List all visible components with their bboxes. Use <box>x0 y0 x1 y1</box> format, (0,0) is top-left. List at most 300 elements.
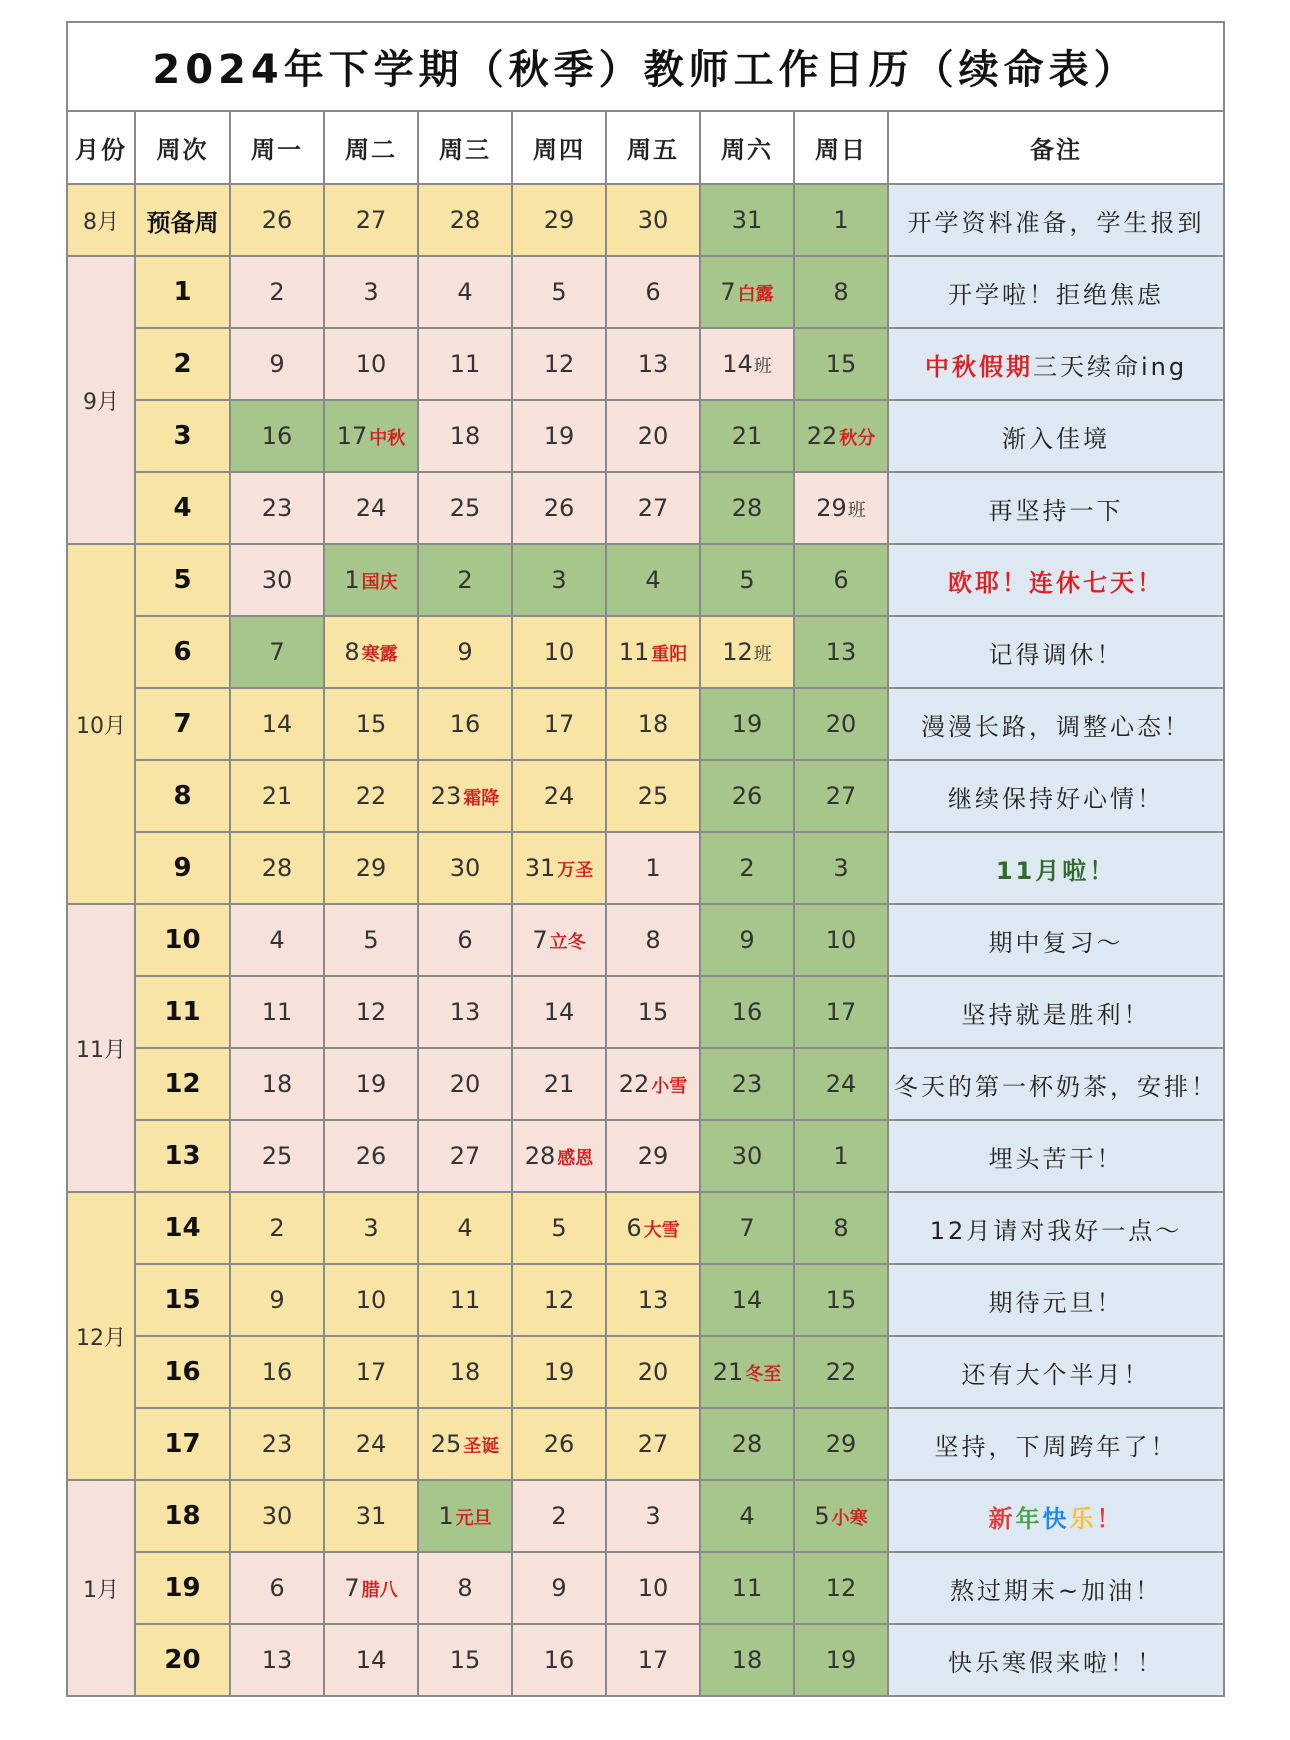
day-cell <box>700 1336 794 1408</box>
day-cell <box>794 1264 888 1336</box>
day-number: 16 <box>731 998 763 1026</box>
week-row <box>67 400 1224 472</box>
day-cell <box>700 1624 794 1696</box>
week-row <box>67 904 1224 976</box>
note-cell: 快乐寒假来啦！！ <box>888 1624 1224 1696</box>
holiday-label: 元旦 <box>455 1508 492 1529</box>
day-number: 19 <box>731 710 763 738</box>
day-number: 4 <box>457 1214 473 1242</box>
day-number: 26 <box>543 494 575 522</box>
day-cell <box>700 832 794 904</box>
month-cell: 1月 <box>67 1480 135 1696</box>
holiday-label: 小寒 <box>831 1508 868 1529</box>
week-row <box>67 1552 1224 1624</box>
teacher-calendar-table <box>66 21 1225 1697</box>
day-number: 28 <box>261 854 293 882</box>
month-header: 月份 <box>67 111 135 184</box>
day-cell <box>512 544 606 616</box>
day-number: 18 <box>637 710 669 738</box>
day-cell <box>324 544 418 616</box>
day-number: 9 <box>269 1286 285 1314</box>
day-cell <box>512 1408 606 1480</box>
day-number: 24 <box>543 782 575 810</box>
day-number: 11 <box>618 638 650 666</box>
day-cell <box>324 1408 418 1480</box>
day-number: 12 <box>355 998 387 1026</box>
day-cell <box>794 616 888 688</box>
day-number: 12 <box>722 638 753 666</box>
day-cell <box>606 184 700 256</box>
week-row <box>67 1120 1224 1192</box>
day-number: 16 <box>449 710 481 738</box>
day-number: 20 <box>825 710 857 738</box>
day-cell <box>794 688 888 760</box>
day-number: 22 <box>806 422 838 450</box>
makeup-workday-label: 班 <box>753 644 772 665</box>
day-number: 23 <box>261 1430 293 1458</box>
day-cell <box>418 184 512 256</box>
day-number: 9 <box>551 1574 567 1602</box>
day-cell <box>324 760 418 832</box>
day-number: 19 <box>355 1070 387 1098</box>
day-number: 15 <box>825 1286 857 1314</box>
month-cell: 10月 <box>67 544 135 904</box>
day-cell <box>324 832 418 904</box>
day-number: 11 <box>261 998 293 1026</box>
day-number: 21 <box>543 1070 575 1098</box>
day-number: 31 <box>355 1502 387 1530</box>
day-cell <box>230 1480 324 1552</box>
holiday-label: 大雪 <box>643 1220 680 1241</box>
day-number: 28 <box>731 494 763 522</box>
day-number: 28 <box>524 1142 556 1170</box>
day-number: 24 <box>355 1430 387 1458</box>
note-cell: 熬过期末~加油！ <box>888 1552 1224 1624</box>
day-number: 1 <box>344 566 360 594</box>
day-number: 29 <box>637 1142 669 1170</box>
day-cell <box>324 1480 418 1552</box>
day-cell <box>230 1264 324 1336</box>
day-number: 16 <box>261 422 293 450</box>
day-number: 19 <box>825 1646 857 1674</box>
day-number: 30 <box>637 206 669 234</box>
week-row <box>67 1264 1224 1336</box>
week-number: 预备周 <box>135 184 230 256</box>
week-row <box>67 976 1224 1048</box>
holiday-label: 霜降 <box>463 788 500 809</box>
day-cell <box>606 1552 700 1624</box>
day-number: 19 <box>543 1358 575 1386</box>
day-number: 12 <box>543 350 575 378</box>
week-header: 周次 <box>135 111 230 184</box>
day-number: 16 <box>261 1358 293 1386</box>
day-cell <box>512 1552 606 1624</box>
day-number: 8 <box>645 926 661 954</box>
week-number: 9 <box>135 832 230 904</box>
day-cell <box>606 1192 700 1264</box>
day-number: 2 <box>269 278 285 306</box>
day-cell <box>700 1552 794 1624</box>
day-number: 4 <box>645 566 661 594</box>
day-cell <box>230 328 324 400</box>
holiday-label: 重阳 <box>651 644 688 665</box>
day-number: 6 <box>626 1214 642 1242</box>
day-cell <box>794 760 888 832</box>
day-number: 17 <box>336 422 368 450</box>
day-cell <box>230 256 324 328</box>
day-cell <box>512 1624 606 1696</box>
day-cell <box>230 1552 324 1624</box>
day-number: 28 <box>731 1430 763 1458</box>
day-number: 3 <box>363 1214 379 1242</box>
day-number: 20 <box>449 1070 481 1098</box>
day-cell <box>606 1408 700 1480</box>
day-cell <box>794 904 888 976</box>
day-number: 1 <box>833 1142 849 1170</box>
note-cell: 开学资料准备，学生报到 <box>888 184 1224 256</box>
week-row <box>67 688 1224 760</box>
day-cell <box>700 904 794 976</box>
day-cell <box>794 184 888 256</box>
day-cell <box>324 976 418 1048</box>
note-cell <box>888 328 1224 400</box>
day-cell <box>324 1336 418 1408</box>
day-cell <box>230 1408 324 1480</box>
day-number: 18 <box>449 1358 481 1386</box>
day-number: 3 <box>363 278 379 306</box>
holiday-label: 感恩 <box>557 1148 594 1169</box>
day-number: 5 <box>551 278 567 306</box>
day-number: 19 <box>543 422 575 450</box>
day-number: 1 <box>438 1502 454 1530</box>
note-cell: 再坚持一下 <box>888 472 1224 544</box>
note-rainbow-char: 年 <box>1015 1504 1043 1533</box>
day-cell <box>606 832 700 904</box>
note-highlight: 中秋假期 <box>924 352 1033 381</box>
note-cell: 欧耶！连休七天！ <box>888 544 1224 616</box>
day-cell <box>700 472 794 544</box>
day-cell <box>606 904 700 976</box>
note-cell <box>888 1480 1224 1552</box>
note-cell: 记得调休！ <box>888 616 1224 688</box>
week-number: 10 <box>135 904 230 976</box>
day-cell <box>324 1264 418 1336</box>
day-cell <box>230 1336 324 1408</box>
week-row <box>67 616 1224 688</box>
day-cell <box>700 544 794 616</box>
day-cell <box>324 616 418 688</box>
note-cell: 还有大个半月！ <box>888 1336 1224 1408</box>
day-number: 5 <box>814 1502 830 1530</box>
day-number: 13 <box>637 1286 669 1314</box>
day-cell <box>512 1480 606 1552</box>
day-number: 26 <box>731 782 763 810</box>
note-rainbow-char: ！ <box>1096 1504 1124 1533</box>
day-number: 24 <box>355 494 387 522</box>
day-number: 7 <box>720 278 736 306</box>
day-cell <box>324 328 418 400</box>
day-cell <box>794 544 888 616</box>
day-number: 5 <box>739 566 755 594</box>
day-number: 13 <box>637 350 669 378</box>
day-number: 10 <box>355 350 387 378</box>
day-number: 8 <box>833 1214 849 1242</box>
holiday-label: 寒露 <box>361 644 398 665</box>
day-number: 4 <box>269 926 285 954</box>
day-cell <box>418 256 512 328</box>
day-number: 15 <box>449 1646 481 1674</box>
day-cell <box>606 328 700 400</box>
day-cell <box>512 616 606 688</box>
day-number: 27 <box>449 1142 481 1170</box>
day-number: 23 <box>731 1070 763 1098</box>
day-number: 18 <box>731 1646 763 1674</box>
day-cell <box>418 1048 512 1120</box>
day-number: 15 <box>637 998 669 1026</box>
day-cell <box>230 760 324 832</box>
holiday-label: 秋分 <box>839 428 876 449</box>
week-number: 3 <box>135 400 230 472</box>
day-cell <box>794 1192 888 1264</box>
day-cell <box>794 328 888 400</box>
day-number: 22 <box>355 782 387 810</box>
day-cell <box>794 400 888 472</box>
day-number: 20 <box>637 422 669 450</box>
day-cell <box>700 256 794 328</box>
day-number: 6 <box>645 278 661 306</box>
day-number: 24 <box>825 1070 857 1098</box>
day-cell <box>418 1552 512 1624</box>
day-cell <box>230 1624 324 1696</box>
note-rainbow-char: 快 <box>1042 1504 1070 1533</box>
day-cell <box>512 1264 606 1336</box>
day-cell <box>324 1120 418 1192</box>
day-cell <box>700 1264 794 1336</box>
day-number: 10 <box>825 926 857 954</box>
holiday-label: 腊八 <box>361 1580 398 1601</box>
day-number: 27 <box>355 206 387 234</box>
note-cell: 开学啦！拒绝焦虑 <box>888 256 1224 328</box>
week-number: 14 <box>135 1192 230 1264</box>
makeup-workday-label: 班 <box>847 500 866 521</box>
day-cell <box>512 184 606 256</box>
week-row <box>67 256 1224 328</box>
day-number: 6 <box>269 1574 285 1602</box>
day-cell <box>324 400 418 472</box>
day-number: 7 <box>344 1574 360 1602</box>
day-number: 3 <box>833 854 849 882</box>
note-rainbow-char: 新 <box>988 1504 1016 1533</box>
week-row <box>67 1480 1224 1552</box>
week-number: 13 <box>135 1120 230 1192</box>
header-row <box>67 111 1224 184</box>
day-number: 30 <box>261 566 293 594</box>
day-number: 11 <box>449 350 481 378</box>
day-cell <box>700 1048 794 1120</box>
day-number: 21 <box>712 1358 744 1386</box>
note-cell: 渐入佳境 <box>888 400 1224 472</box>
day-number: 25 <box>430 1430 462 1458</box>
day-cell <box>512 1336 606 1408</box>
day-cell <box>700 1408 794 1480</box>
holiday-label: 中秋 <box>369 428 406 449</box>
week-row <box>67 472 1224 544</box>
day-number: 27 <box>825 782 857 810</box>
day-number: 4 <box>739 1502 755 1530</box>
day-cell <box>700 328 794 400</box>
day-number: 8 <box>344 638 360 666</box>
day-cell <box>418 904 512 976</box>
week-number: 18 <box>135 1480 230 1552</box>
day-number: 10 <box>355 1286 387 1314</box>
day-cell <box>794 1552 888 1624</box>
holiday-label: 国庆 <box>361 572 398 593</box>
day-cell <box>794 1048 888 1120</box>
week-number: 7 <box>135 688 230 760</box>
day-cell <box>418 472 512 544</box>
note-cell: 坚持就是胜利！ <box>888 976 1224 1048</box>
sunday-header: 周日 <box>794 111 888 184</box>
day-number: 18 <box>261 1070 293 1098</box>
note-cell: 埋头苦干！ <box>888 1120 1224 1192</box>
day-number: 20 <box>637 1358 669 1386</box>
day-number: 8 <box>833 278 849 306</box>
day-number: 9 <box>457 638 473 666</box>
note-cell: 11月啦！ <box>888 832 1224 904</box>
note-cell: 坚持，下周跨年了！ <box>888 1408 1224 1480</box>
wednesday-header: 周三 <box>418 111 512 184</box>
day-number: 5 <box>551 1214 567 1242</box>
day-cell <box>418 1264 512 1336</box>
tuesday-header: 周二 <box>324 111 418 184</box>
day-number: 17 <box>825 998 857 1026</box>
day-cell <box>512 760 606 832</box>
day-cell <box>512 1120 606 1192</box>
thursday-header: 周四 <box>512 111 606 184</box>
day-cell <box>418 1192 512 1264</box>
day-number: 27 <box>637 1430 669 1458</box>
day-cell <box>794 1120 888 1192</box>
day-cell <box>418 976 512 1048</box>
day-cell <box>700 760 794 832</box>
note-cell: 期中复习～ <box>888 904 1224 976</box>
day-number: 2 <box>739 854 755 882</box>
day-cell <box>230 1192 324 1264</box>
day-cell <box>700 1480 794 1552</box>
day-cell <box>512 1192 606 1264</box>
holiday-label: 圣诞 <box>463 1436 500 1457</box>
week-number: 19 <box>135 1552 230 1624</box>
week-row <box>67 328 1224 400</box>
day-cell <box>700 1120 794 1192</box>
day-cell <box>418 1480 512 1552</box>
day-number: 6 <box>457 926 473 954</box>
day-number: 22 <box>618 1070 650 1098</box>
week-row <box>67 760 1224 832</box>
day-cell <box>418 1120 512 1192</box>
day-cell <box>512 976 606 1048</box>
day-cell <box>700 616 794 688</box>
week-row <box>67 184 1224 256</box>
day-number: 17 <box>543 710 575 738</box>
day-number: 15 <box>825 350 857 378</box>
day-number: 13 <box>449 998 481 1026</box>
day-cell <box>418 1624 512 1696</box>
note-rainbow-char: 乐 <box>1069 1504 1097 1533</box>
day-cell <box>418 544 512 616</box>
makeup-workday-label: 班 <box>753 356 772 377</box>
day-number: 26 <box>543 1430 575 1458</box>
day-cell <box>324 184 418 256</box>
day-number: 18 <box>449 422 481 450</box>
day-number: 25 <box>261 1142 293 1170</box>
day-number: 21 <box>731 422 763 450</box>
day-cell <box>324 256 418 328</box>
day-number: 25 <box>449 494 481 522</box>
day-cell <box>606 1120 700 1192</box>
day-number: 12 <box>825 1574 857 1602</box>
day-cell <box>324 472 418 544</box>
week-number: 4 <box>135 472 230 544</box>
notes-header: 备注 <box>888 111 1224 184</box>
day-number: 27 <box>637 494 669 522</box>
week-row <box>67 832 1224 904</box>
day-number: 14 <box>355 1646 387 1674</box>
day-number: 25 <box>637 782 669 810</box>
month-cell: 11月 <box>67 904 135 1192</box>
day-cell <box>418 1336 512 1408</box>
day-cell <box>794 1408 888 1480</box>
week-row <box>67 1408 1224 1480</box>
week-row <box>67 1624 1224 1696</box>
day-cell <box>324 1048 418 1120</box>
day-cell <box>606 1336 700 1408</box>
day-number: 23 <box>430 782 462 810</box>
day-cell <box>700 400 794 472</box>
holiday-label: 小雪 <box>651 1076 688 1097</box>
week-number: 17 <box>135 1408 230 1480</box>
day-cell <box>512 832 606 904</box>
note-cell: 漫漫长路，调整心态！ <box>888 688 1224 760</box>
day-number: 10 <box>637 1574 669 1602</box>
day-number: 1 <box>833 206 849 234</box>
day-number: 8 <box>457 1574 473 1602</box>
note-text: 三天续命ing <box>1032 352 1188 381</box>
day-cell <box>230 1048 324 1120</box>
day-number: 14 <box>543 998 575 1026</box>
month-cell: 9月 <box>67 256 135 544</box>
week-row <box>67 1048 1224 1120</box>
day-cell <box>700 976 794 1048</box>
month-cell: 8月 <box>67 184 135 256</box>
day-number: 29 <box>543 206 575 234</box>
note-cell: 期待元旦！ <box>888 1264 1224 1336</box>
day-number: 3 <box>551 566 567 594</box>
day-cell <box>606 544 700 616</box>
day-number: 26 <box>261 206 293 234</box>
day-number: 10 <box>543 638 575 666</box>
day-cell <box>512 688 606 760</box>
day-number: 2 <box>269 1214 285 1242</box>
day-number: 2 <box>457 566 473 594</box>
day-cell <box>324 1192 418 1264</box>
day-cell <box>700 688 794 760</box>
day-number: 30 <box>731 1142 763 1170</box>
saturday-header: 周六 <box>700 111 794 184</box>
day-number: 4 <box>457 278 473 306</box>
day-number: 13 <box>261 1646 293 1674</box>
day-cell <box>230 616 324 688</box>
